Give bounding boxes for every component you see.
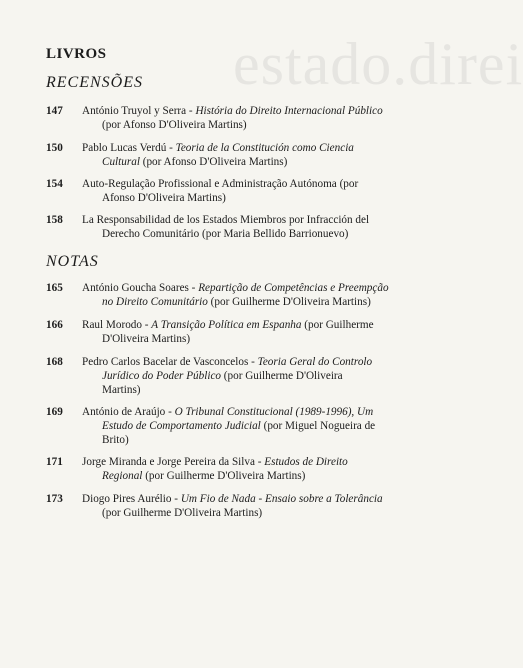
page-number: 147	[46, 105, 63, 117]
list-item	[46, 177, 402, 205]
book-title-cont: Regional	[102, 470, 143, 482]
author: Jorge Miranda e Jorge Pereira da Silva -	[82, 456, 265, 468]
book-title: A Transição Política em Espanha	[151, 319, 302, 331]
book-title: Teoria Geral do Controlo	[257, 356, 373, 368]
book-title: Estudos de Direito	[264, 456, 348, 468]
entry-line	[82, 141, 402, 155]
page-number: 173	[46, 493, 63, 505]
page-number: 169	[46, 406, 63, 418]
page-number: 158	[46, 214, 63, 226]
author: António Truyol y Serra -	[82, 105, 196, 117]
entry-line	[82, 383, 402, 397]
book-title-cont: Cultural	[102, 156, 140, 168]
entry-line	[82, 492, 402, 506]
book-title: Auto-Regulação Profissional e Administração Autónoma (por	[82, 178, 359, 190]
entry-line	[82, 419, 402, 433]
page-number: 166	[46, 319, 63, 331]
entry-line	[82, 155, 402, 169]
page-number: 165	[46, 282, 63, 294]
book-title: Teoria de la Constitución como Ciencia	[175, 142, 354, 154]
list-item	[46, 141, 402, 169]
reviewer: Derecho Comunitário (por Maria Bellido Barrionuevo)	[102, 228, 349, 240]
entry-line	[82, 433, 402, 447]
book-title: História do Direito Internacional Público	[195, 105, 383, 117]
author: Pedro Carlos Bacelar de Vasconcelos -	[82, 356, 258, 368]
reviewer: Afonso D'Oliveira Martins)	[102, 192, 226, 204]
entry-line	[82, 506, 402, 520]
watermark: estado.direi	[233, 31, 523, 97]
reviewer: (por Guilherme D'Oliveira Martins)	[102, 507, 263, 519]
entry-line	[82, 118, 402, 132]
entry-line	[82, 191, 402, 205]
entry-line	[82, 177, 402, 191]
entry-line	[82, 455, 402, 469]
page-number: 171	[46, 456, 63, 468]
reviewer-cont: Martins)	[102, 384, 141, 396]
author: António de Araújo -	[82, 406, 175, 418]
page-number: 168	[46, 356, 63, 368]
list-item	[46, 455, 402, 483]
page-number: 154	[46, 178, 63, 190]
book-title-cont: no Direito Comunitário	[102, 296, 208, 308]
entry-line	[82, 227, 402, 241]
book-title-cont: Jurídico do Poder Público	[102, 370, 221, 382]
page-number: 150	[46, 142, 63, 154]
reviewer: (por Afonso D'Oliveira Martins)	[102, 119, 247, 131]
list-item	[46, 405, 402, 447]
entry-line	[82, 469, 402, 483]
list-item	[46, 104, 402, 132]
book-title-cont: Estudo de Comportamento Judicial	[102, 420, 261, 432]
entry-line	[82, 318, 402, 332]
list-item	[46, 355, 402, 397]
entry-line	[82, 355, 402, 369]
section-heading-notas: NOTAS	[46, 253, 99, 270]
reviewer-cont: D'Oliveira Martins)	[102, 333, 191, 345]
book-title: Um Fio de Nada - Ensaio sobre a Tolerância	[180, 493, 383, 505]
entry-line	[82, 332, 402, 346]
list-item	[46, 213, 402, 241]
section-heading-recensoes: RECENSÕES	[46, 74, 143, 91]
reviewer: (por Guilherme	[301, 319, 374, 331]
reviewer-cont: Brito)	[102, 434, 129, 446]
entry-line	[82, 369, 402, 383]
entry-line	[82, 281, 402, 295]
reviewer: (por Guilherme D'Oliveira Martins)	[142, 470, 306, 482]
author: Pablo Lucas Verdú -	[82, 142, 176, 154]
entry-line	[82, 213, 402, 227]
entry-line	[82, 104, 402, 118]
section-heading-livros: LIVROS	[46, 46, 107, 62]
author: António Goucha Soares -	[82, 282, 199, 294]
author: Raul Morodo -	[82, 319, 152, 331]
entry-line	[82, 405, 402, 419]
book-title: La Responsabilidad de los Estados Miembros por Infracción del	[82, 214, 370, 226]
list-item	[46, 281, 402, 309]
book-title: Repartição de Competências e Preempção	[198, 282, 389, 294]
author: Diogo Pires Aurélio -	[82, 493, 181, 505]
reviewer: (por Guilherme D'Oliveira Martins)	[207, 296, 371, 308]
list-item	[46, 318, 402, 346]
entry-line	[82, 295, 402, 309]
reviewer: (por Guilherme D'Oliveira	[221, 370, 343, 382]
book-title: O Tribunal Constitucional (1989-1996), Um	[174, 406, 374, 418]
reviewer: (por Miguel Nogueira de	[260, 420, 376, 432]
reviewer: (por Afonso D'Oliveira Martins)	[139, 156, 288, 168]
list-item	[46, 492, 402, 520]
